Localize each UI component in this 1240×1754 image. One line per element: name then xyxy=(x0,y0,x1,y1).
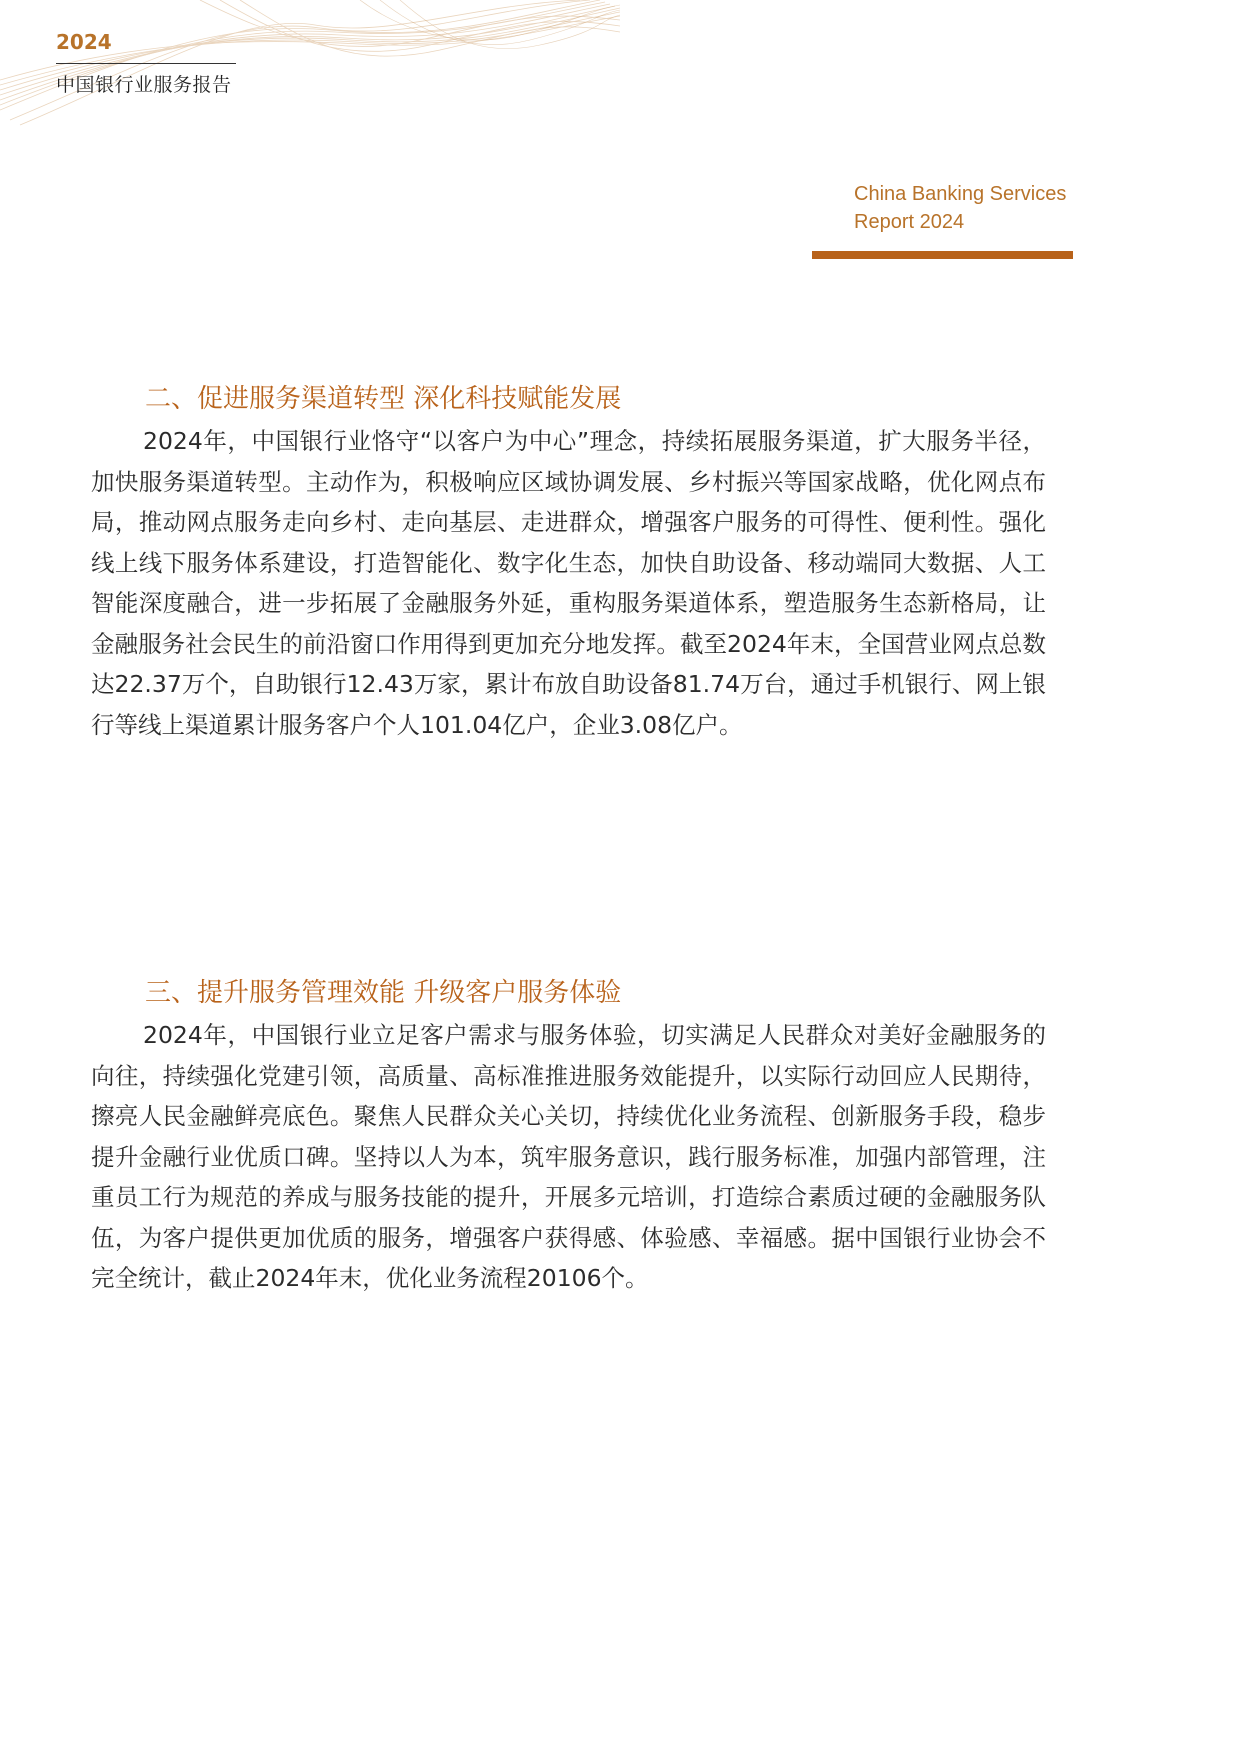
header-divider xyxy=(56,63,236,64)
english-title-line-2: Report 2024 xyxy=(854,211,965,233)
english-report-title xyxy=(854,180,1134,236)
accent-bar xyxy=(812,251,1073,259)
section-body-paragraph: 2024年，中国银行业立足客户需求与服务体验，切实满足人民群众对美好金融服务的向往，持续强化党建引领，高质量、高标准推进服务效能提升，以实际行动回应人民期待，擦亮人民金融鲜亮底色。聚焦人民群众关心关切，持续优化业务流程、创新服务手段，稳步提升金融行业优质口碑。坚持以人为本，筑牢服务意识，践行服务标准，加强内部管理，注重员工行为规范的养成与服务技能的提升，开展多元培训，打造综合素质过硬的金融服务队伍，为客户提供更加优质的服务，增强客户获得感、体验感、幸福感。据中国银行业协会不完全统计，截止2024年末，优化业务流程20106个。 xyxy=(91,1021,1046,1292)
section-heading: 三、提升服务管理效能 升级客户服务体验 xyxy=(145,978,622,1008)
section-service-management xyxy=(91,975,1046,1299)
decorative-wave-lines xyxy=(0,0,620,130)
section-heading: 二、促进服务渠道转型 深化科技赋能发展 xyxy=(145,384,622,414)
header-year: 2024 xyxy=(56,30,112,54)
section-body-paragraph: 2024年，中国银行业恪守“以客户为中心”理念，持续拓展服务渠道，扩大服务半径，加快服务渠道转型。主动作为，积极响应区域协调发展、乡村振兴等国家战略，优化网点布局，推动网点服务走向乡村、走向基层、走进群众，增强客户服务的可得性、便利性。强化线上线下服务体系建设，打造智能化、数字化生态，加快自助设备、移动端同大数据、人工智能深度融合，进一步拓展了金融服务外延，重构服务渠道体系，塑造服务生态新格局，让金融服务社会民生的前沿窗口作用得到更加充分地发挥。截至2024年末，全国营业网点总数达22.37万个，自助银行12.43万家，累计布放自助设备81.74万台，通过手机银行、网上银行等线上渠道累计服务客户个人101.04亿户，企业3.08亿户。 xyxy=(91,427,1046,739)
header-report-title: 中国银行业服务报告 xyxy=(56,74,232,96)
english-title-line-1: China Banking Services xyxy=(854,183,1067,205)
section-channel-transformation xyxy=(91,381,1046,745)
